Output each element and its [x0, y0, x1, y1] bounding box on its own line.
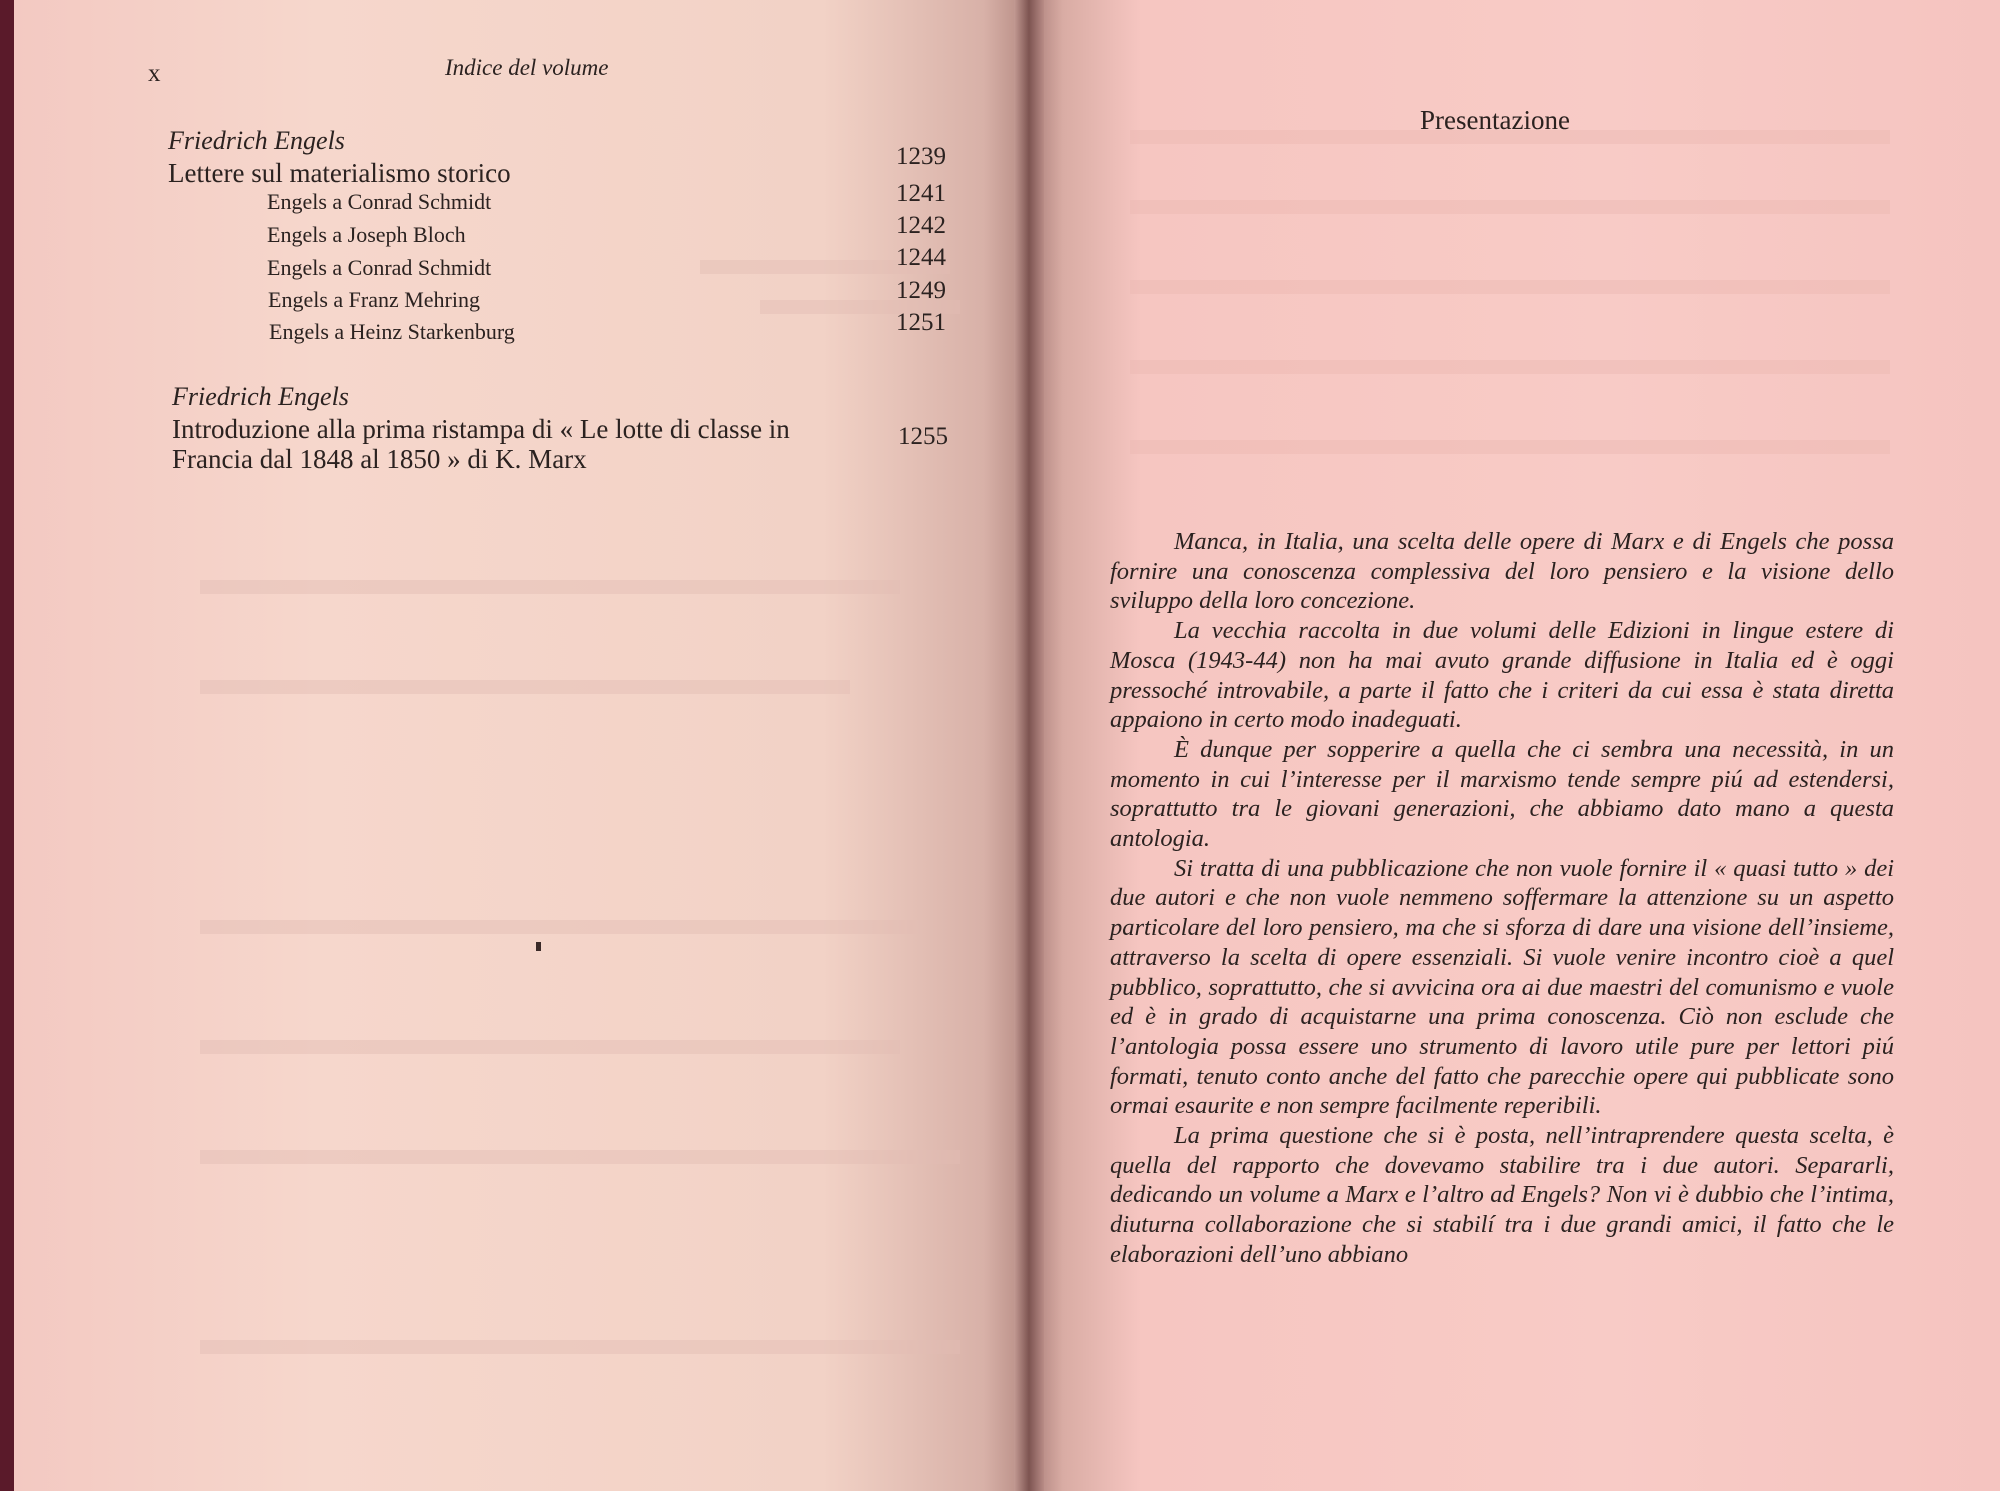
toc-author: Friedrich Engels — [168, 126, 345, 155]
toc-letter-entry: Engels a Conrad Schmidt — [267, 189, 492, 214]
page-number: x — [148, 60, 161, 87]
page-title: Presentazione — [1420, 105, 1570, 135]
toc-author: Friedrich Engels — [172, 382, 349, 411]
toc-section-2 — [172, 382, 892, 474]
toc-title: Lettere sul materialismo storico — [168, 158, 511, 188]
toc-page-number: 1255 — [898, 423, 948, 450]
toc-page-number: 1249 — [896, 277, 946, 304]
toc-page-number: 1244 — [896, 244, 946, 271]
toc-letter-entry: Engels a Franz Mehring — [268, 287, 480, 312]
toc-page-number: 1241 — [896, 180, 946, 207]
left-page — [14, 0, 1024, 1491]
toc-letter-entry: Engels a Joseph Bloch — [267, 222, 466, 247]
presentation-body — [1110, 527, 1894, 1270]
toc-page-number: 1242 — [896, 212, 946, 239]
body-paragraph: Manca, in Italia, una scelta delle opere di Marx e di Engels che possa fornire una conoscenza complessiva del loro pensiero e la visione dello sviluppo della loro concezione. — [1110, 528, 1894, 615]
body-paragraph: La vecchia raccolta in due volumi delle Edizioni in lingue estere di Mosca (1943-44) non ha mai avuto grande diffusione in Italia ed è oggi pressoché introvabile, a parte il fatto che i criteri da cui essa è stata diretta appaiono in certo modo inadeguati. — [1110, 617, 1894, 734]
ink-speck — [536, 942, 541, 951]
toc-title-line: Francia dal 1848 al 1850 » di K. Marx — [172, 444, 587, 474]
body-paragraph: La prima questione che si è posta, nell’intraprendere questa scelta, è quella del rapporto che dovevamo stabilire tra i due autori. Separarli, dedicando un volume a Marx e l’altro ad Engels? Non vi è dubbio che l’intima, diuturna collaborazione che si stabilí tra i due grandi amici, il fatto che le elaborazioni dell’uno abbiano — [1110, 1122, 1894, 1268]
toc-page-number: 1251 — [896, 309, 946, 336]
toc-page-number: 1239 — [896, 143, 946, 170]
toc-title-line: Introduzione alla prima ristampa di « Le lotte di classe in — [172, 414, 790, 444]
toc-section-1 — [168, 126, 968, 188]
body-paragraph: Si tratta di una pubblicazione che non vuole fornire il « quasi tutto » dei due autori e che non vuole nemmeno soffermare la attenzione su un aspetto particolare del loro pensiero, ma che si sforza di dare una visione dell’insieme, attraverso la scelta di opere essenziali. Si vuole venire incontro cioè a quel pubblico, soprattutto, che si avvicina ora ai due maestri del comunismo e vuole ed è in grado di acquistarne una prima conoscenza. Ciò non esclude che l’antologia possa essere uno strumento di lavoro utile pure per lettori piú formati, tenuto conto anche del fatto che parecchie opere qui pubblicate sono ormai esaurite e non sempre facilmente reperibili. — [1110, 854, 1894, 1120]
running-head: Indice del volume — [445, 55, 609, 80]
body-paragraph: È dunque per sopperire a quella che ci sembra una necessità, in un momento in cui l’interesse per il marxismo tende sempre piú ad estendersi, soprattutto tra le giovani generazioni, che abbiamo dato mano a questa antologia. — [1110, 735, 1894, 853]
toc-letter-entry: Engels a Heinz Starkenburg — [269, 319, 515, 344]
book-gutter — [1014, 0, 1044, 1491]
toc-letter-entry: Engels a Conrad Schmidt — [267, 255, 492, 280]
